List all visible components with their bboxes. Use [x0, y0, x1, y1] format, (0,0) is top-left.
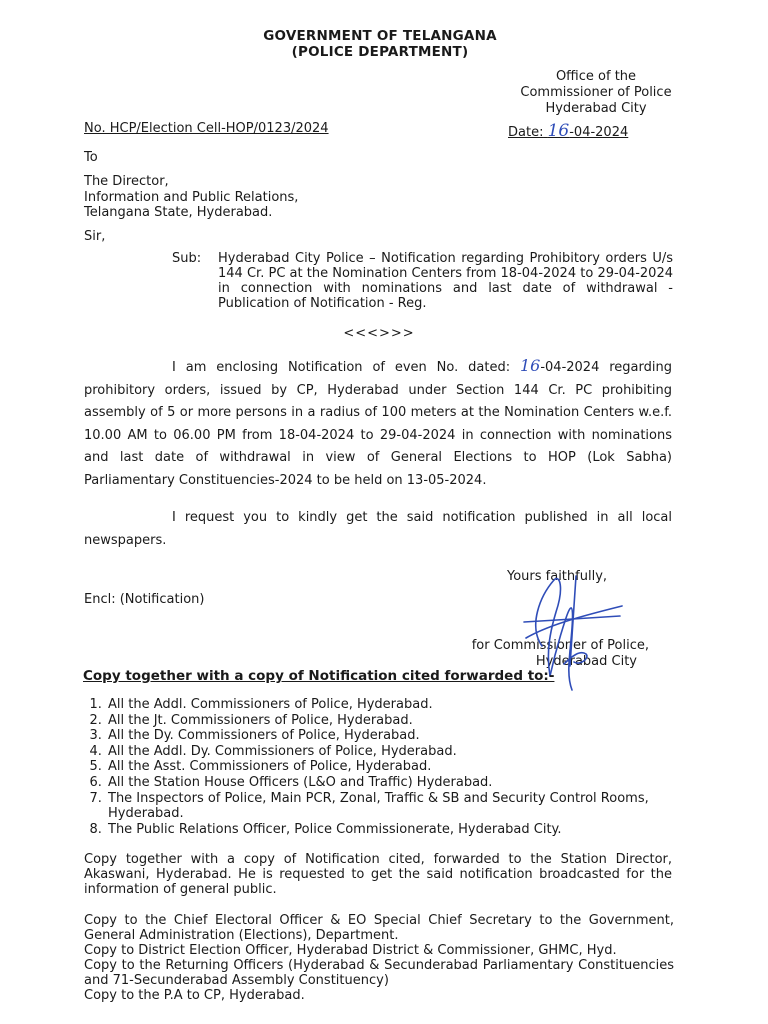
office-line3: Hyderabad City — [545, 101, 647, 116]
signatory-line1: for Commissioner of Police, — [471, 638, 649, 653]
recipient-line1: The Director, — [84, 174, 169, 189]
copy-other-item: Copy to the Chief Electoral Officer & EO Special Chief Secretary to the Government, General Administration (Elections), Department. — [84, 913, 674, 943]
copy-list-item: 4. All the Addl. Dy. Commissioners of Police, Hyderabad. — [106, 744, 706, 760]
copy-list-item: 5. All the Asst. Commissioners of Police, Hyderabad. — [106, 759, 706, 775]
copy-other-item: Copy to the P.A to CP, Hyderabad. — [84, 988, 305, 1003]
body-paragraph-1 — [84, 355, 672, 492]
recipient-address — [84, 174, 298, 221]
copy-recipients-list — [82, 697, 706, 837]
copy-heading: Copy together with a copy of Notification cited forwarded to:- — [83, 668, 555, 684]
office-block — [500, 69, 692, 117]
recipient-line2: Information and Public Relations, — [84, 189, 299, 205]
govt-title-line1: GOVERNMENT OF TELANGANA — [263, 28, 497, 44]
letter-date — [508, 121, 628, 141]
copy-station-director: Copy together with a copy of Notification cited, forwarded to the Station Director, Akaswani, Hyderabad. He is requested to get the said notification broadcasted for the information of general public. — [84, 852, 672, 897]
enclosure-note: Encl: (Notification) — [84, 592, 205, 607]
date-handwritten-day: 16 — [547, 121, 570, 141]
date-rest: -04-2024 — [569, 125, 629, 140]
copy-list-item: 7. The Inspectors of Police, Main PCR, Zonal, Traffic & SB and Security Control Rooms, Hyderabad. — [106, 791, 706, 822]
copy-other-item: Copy to the Returning Officers (Hyderabad & Secunderabad Parliamentary Constituencies and 71-Secunderabad Assembly Constituency) — [84, 958, 674, 988]
closing-yours-faithfully: Yours faithfully, — [507, 569, 608, 584]
copy-list-item: 2. All the Jt. Commissioners of Police, Hyderabad. — [106, 713, 706, 729]
reference-number: No. HCP/Election Cell-HOP/0123/2024 — [84, 121, 329, 136]
subject-text: Hyderabad City Police – Notification regarding Prohibitory orders U/s 144 Cr. PC at the Nomination Centers from 18-04-2024 to 29-04-2024 in connection with nominations and last date of withdrawal - Publication of Notification - Reg. — [218, 251, 673, 311]
date-label: Date: — [508, 125, 544, 140]
recipient-line3: Telangana State, Hyderabad. — [84, 205, 273, 220]
office-line2: Commissioner of Police — [520, 85, 672, 100]
separator: <<<>>> — [343, 326, 415, 341]
subject-label: Sub: — [172, 251, 202, 266]
body-paragraph-2: I request you to kindly get the said notification published in all local newspapers. — [84, 510, 672, 548]
copy-list-item: 6. All the Station House Officers (L&O and Traffic) Hyderabad. — [106, 775, 706, 791]
to-label: To — [84, 150, 98, 165]
para1-before-date: I am enclosing Notification of even No. dated: — [172, 360, 511, 375]
para1-handwritten-day: 16 — [519, 356, 541, 375]
signatory-line2: Hyderabad City — [535, 654, 637, 669]
copy-list-item: 8. The Public Relations Officer, Police Commissionerate, Hyderabad City. — [106, 822, 706, 838]
copy-other-item: Copy to District Election Officer, Hyderabad District & Commissioner, GHMC, Hyd. — [84, 943, 617, 958]
salutation: Sir, — [84, 229, 106, 244]
copy-list-item: 3. All the Dy. Commissioners of Police, Hyderabad. — [106, 728, 706, 744]
para1-after-date: -04-2024 regarding prohibitory orders, issued by CP, Hyderabad under Section 144 Cr. PC prohibiting assembly of 5 or more persons in a radius of 100 meters at the Nomination Centers w.e.f. 10.00 AM to 06.00 PM from 18-04-2024 to 29-04-2024 in connection with nominations and last date of withdrawal in view of General Elections to HOP (Lok Sabha) Parliamentary Constituencies-2024 to be held on 13-05-2024. — [84, 360, 672, 488]
office-line1: Office of the — [555, 69, 637, 84]
govt-title-line2: (POLICE DEPARTMENT) — [291, 44, 469, 60]
govt-title — [0, 28, 760, 60]
copy-others — [84, 913, 674, 1003]
copy-list-item: 1. All the Addl. Commissioners of Police, Hyderabad. — [106, 697, 706, 713]
